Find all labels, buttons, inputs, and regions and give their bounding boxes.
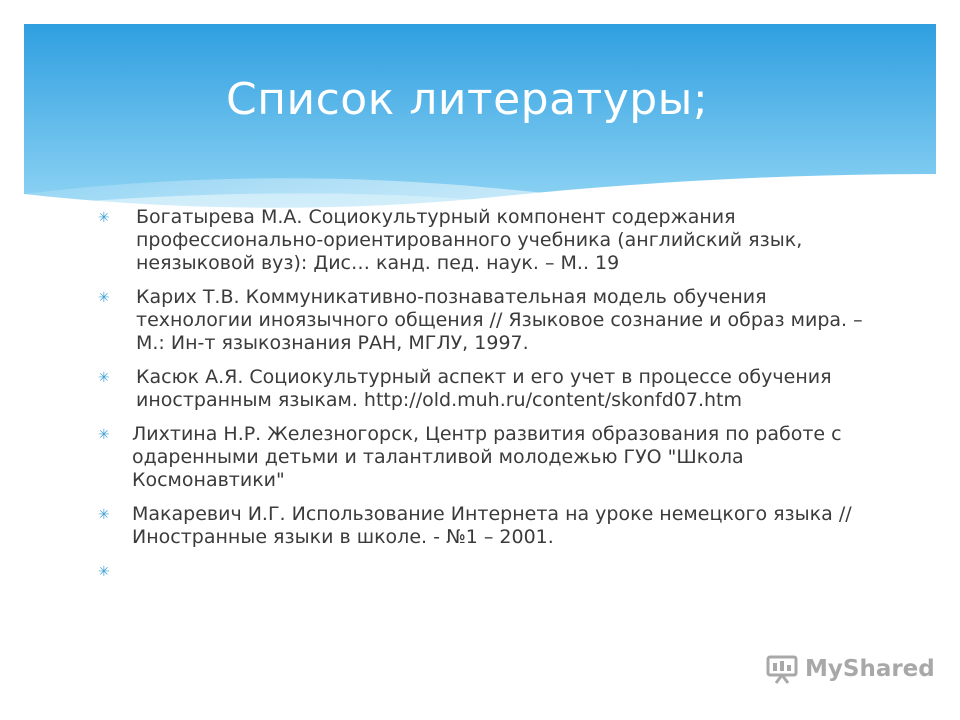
- reference-text: Макаревич И.Г. Использование Интернета на уроке немецкого языка // Иностранные языки в школе. - №1 – 2001.: [132, 503, 852, 548]
- asterisk-bullet-icon: ✳: [98, 507, 110, 523]
- asterisk-bullet-icon: ✳: [98, 210, 110, 226]
- list-item: [90, 503, 870, 549]
- asterisk-bullet-icon: ✳: [98, 564, 110, 580]
- presentation-board-icon: [765, 654, 799, 684]
- reference-text: Богатырева М.А. Социокультурный компонент содержания профессионально-ориентированного учебника (английский язык, неязыковой вуз): Дис… канд. пед. наук. – М.. 19: [136, 206, 803, 274]
- list-item: [90, 286, 870, 355]
- reference-text: Лихтина Н.Р. Железногорск, Центр развития образования по работе с одаренными детьми и талантливой молодежью ГУО "Школа Космонавтики": [132, 423, 842, 491]
- list-item: [90, 366, 870, 412]
- slide: [24, 24, 936, 694]
- slide-title: Список литературы;: [226, 74, 709, 125]
- asterisk-bullet-icon: ✳: [98, 290, 110, 306]
- list-item-empty: [90, 560, 870, 583]
- reference-list: [90, 206, 870, 594]
- list-item: [90, 423, 870, 492]
- list-item: [90, 206, 870, 275]
- asterisk-bullet-icon: ✳: [98, 427, 110, 443]
- asterisk-bullet-icon: ✳: [98, 370, 110, 386]
- myshared-watermark: [765, 654, 935, 684]
- reference-text: Карих Т.В. Коммуникативно-познавательная модель обучения технологии иноязычного общения // Языковое сознание и образ мира. – М.: Ин-т языкознания РАН, МГЛУ, 1997.: [136, 286, 863, 354]
- reference-text: Касюк А.Я. Социокультурный аспект и его учет в процессе обучения иностранным языкам. http://old.muh.ru/content/skonfd07.htm: [136, 366, 832, 411]
- watermark-brand: MyShared: [805, 656, 935, 682]
